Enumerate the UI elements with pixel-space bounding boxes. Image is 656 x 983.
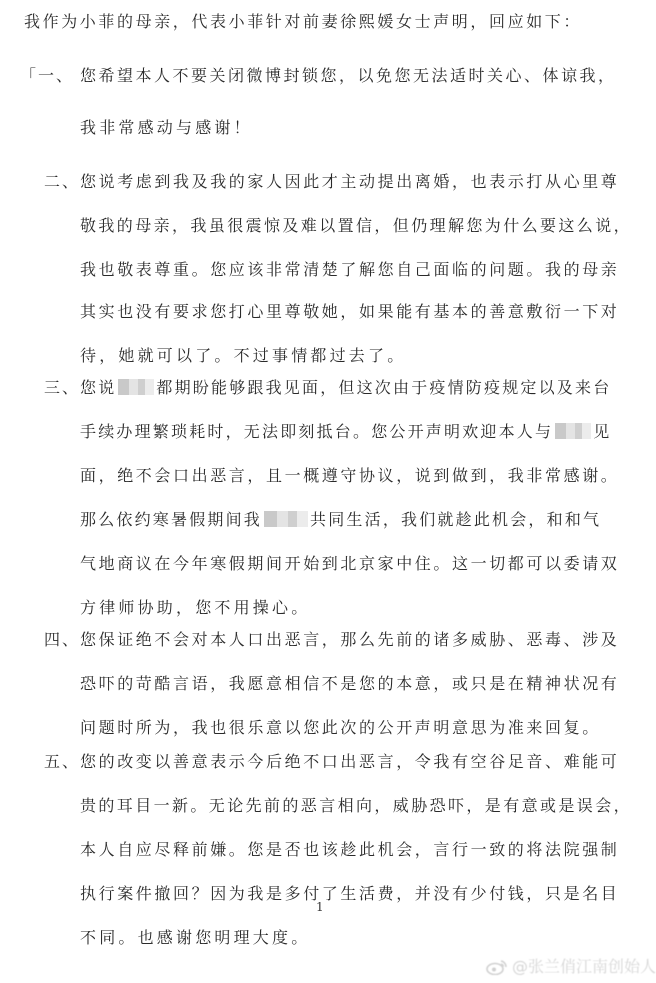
section-5-line-2: 贵的耳目一新。无论先前的恶言相向，威胁恐吓，是有意或是误会，	[80, 796, 633, 815]
section-1-line-1: 您希望本人不要关闭微博封锁您，以免您无法适时关心、体谅我，	[80, 66, 617, 85]
weibo-logo-icon	[486, 959, 508, 975]
section-2-number: 二、	[44, 172, 81, 191]
section-5-number: 五、	[44, 752, 81, 771]
section-3-line-2	[80, 422, 611, 442]
section-4-number: 四、	[44, 630, 81, 649]
section-5-line-5: 不同。也感谢您明理大度。	[80, 928, 311, 947]
page-number: 1	[316, 900, 324, 914]
redacted-name	[118, 379, 154, 395]
text: 见	[593, 422, 612, 441]
weibo-watermark	[486, 954, 656, 977]
text: 共同生活，我们就趁此机会，和和气	[310, 510, 602, 529]
section-2-line-3: 我也敬表尊重。您应该非常清楚了解您自己面临的问题。我的母亲	[80, 260, 620, 279]
section-2-line-4: 其实也没有要求您打心里尊敬她，如果能有基本的善意敷衍一下对	[80, 302, 620, 321]
intro-line: 我作为小菲的母亲，代表小菲针对前妻徐熙媛女士声明，回应如下：	[24, 12, 583, 31]
text: 您说	[80, 378, 117, 397]
section-2-line-5: 待，她就可以了。不过事情都过去了。	[80, 346, 407, 365]
text: 那么依约寒暑假期间我	[80, 510, 263, 529]
section-2-line-1: 您说考虑到我及我的家人因此才主动提出离婚，也表示打从心里尊	[80, 172, 620, 191]
watermark-text: @张兰俏江南创始人	[512, 957, 656, 976]
section-4-line-2: 恐吓的苛酷言语，我愿意相信不是您的本意，或只是在精神状况有	[80, 674, 620, 693]
text: 气地商议在今年寒假期间开始到北京家中住。这一切都可以委请双	[80, 554, 620, 573]
text: 手续办理繁琐耗时，无法即刻抵台。您公开声明欢迎本人与	[80, 422, 554, 441]
text: 方律师协助，您不用操心。	[80, 598, 311, 617]
section-3-line-5	[80, 554, 619, 574]
section-3-line-6	[80, 598, 310, 618]
section-1-number: 「一、	[20, 66, 75, 85]
section-4-line-1: 您保证绝不会对本人口出恶言，那么先前的诸多威胁、恶毒、涉及	[80, 630, 620, 649]
section-2-line-2: 敬我的母亲，我虽很震惊及难以置信，但仍理解您为什么要这么说，	[80, 216, 633, 235]
section-3-line-3	[80, 466, 619, 486]
redacted-name	[555, 423, 591, 439]
section-3-line-1	[80, 378, 611, 398]
section-1-line-2: 我非常感动与感谢！	[80, 118, 253, 137]
section-5-line-3: 本人自应尽释前嫌。您是否也该趁此机会，言行一致的将法院强制	[80, 840, 620, 859]
section-4-line-3: 问题时所为，我也很乐意以您此次的公开声明意思为准来回复。	[80, 718, 601, 737]
section-5-line-1: 您的改变以善意表示今后绝不口出恶言，令我有空谷足音、难能可	[80, 752, 620, 771]
section-5-line-4: 执行案件撤回？因为我是多付了生活费，并没有少付钱，只是名目	[80, 884, 620, 903]
redacted-name	[264, 511, 308, 527]
text: 面，绝不会口出恶言，且一概遵守协议，说到做到，我非常感谢。	[80, 466, 620, 485]
section-3-line-4	[80, 510, 601, 530]
section-3-number: 三、	[44, 378, 81, 397]
text: 都期盼能够跟我见面，但这次由于疫情防疫规定以及来台	[156, 378, 612, 397]
